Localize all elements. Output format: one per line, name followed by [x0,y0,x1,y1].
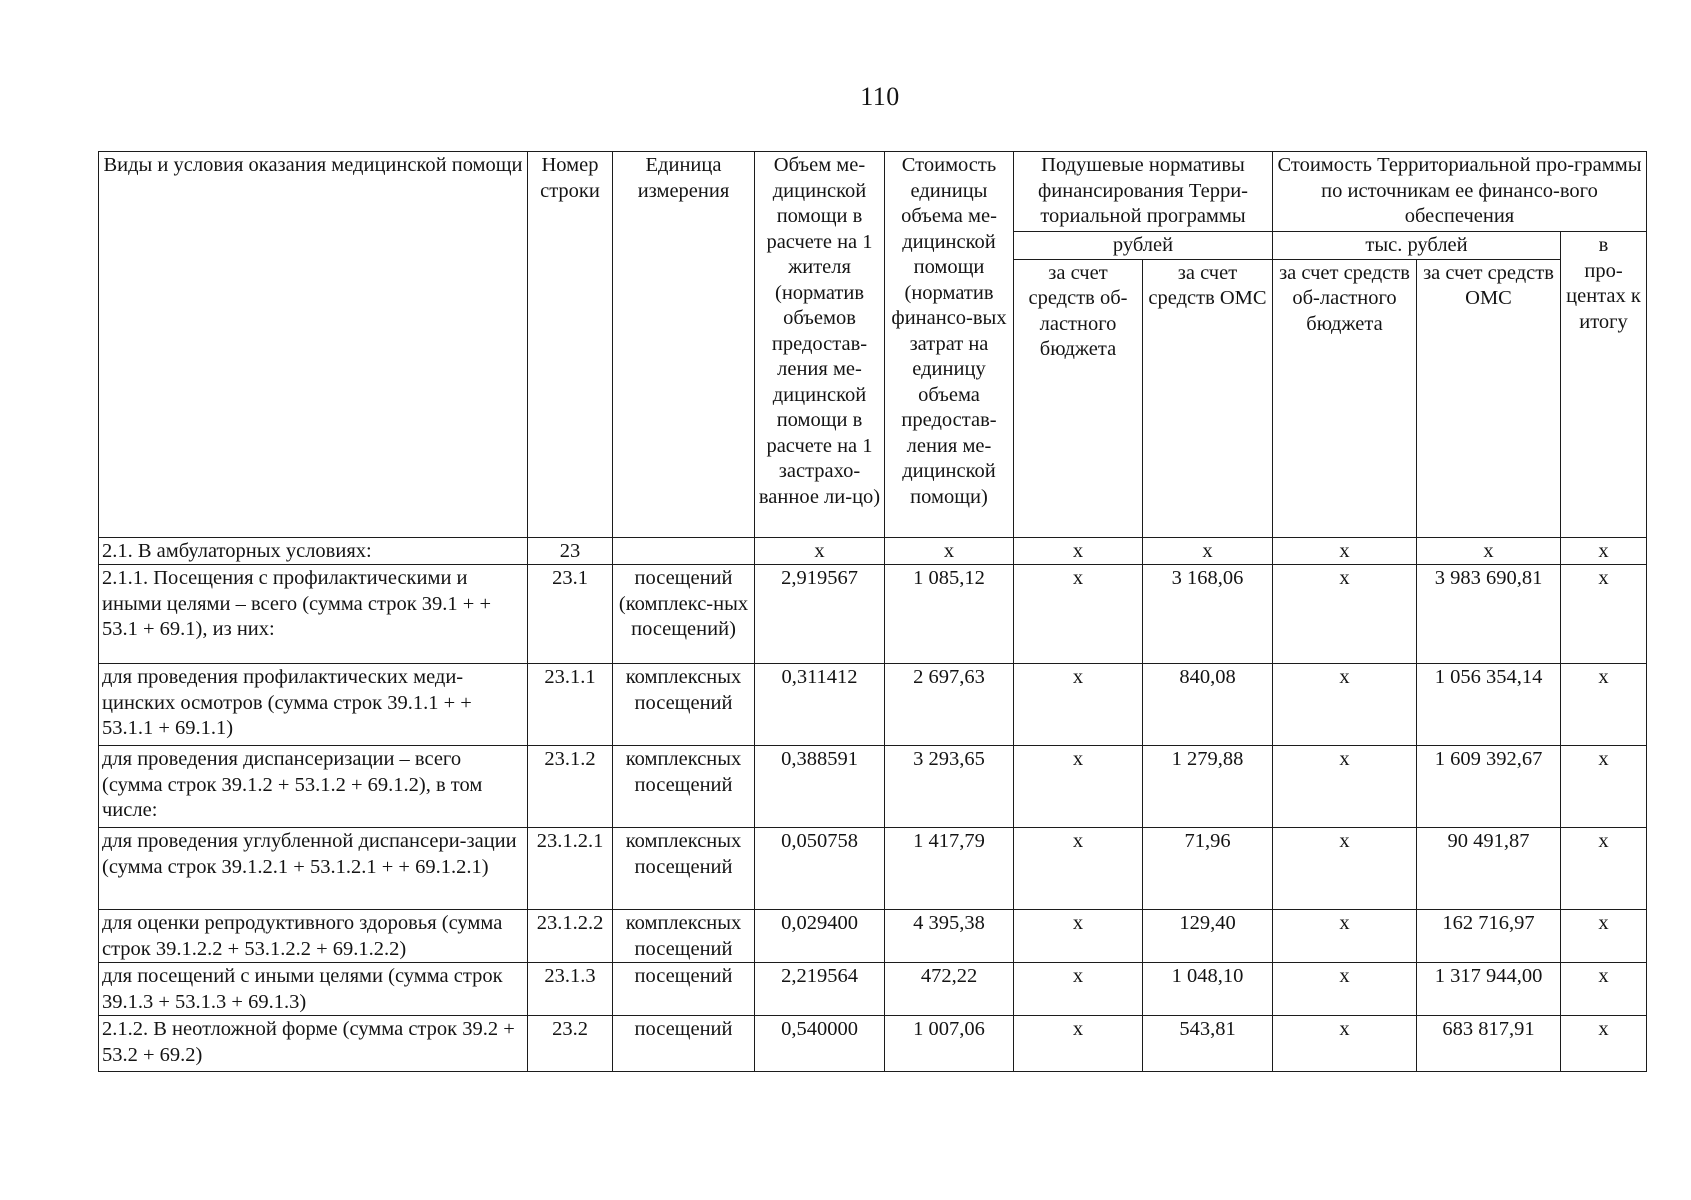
header-percent-top: в [1598,234,1609,256]
cell-per-capita-oms: 1 048,10 [1143,963,1273,1016]
header-percent-cell [1561,232,1647,538]
cell-volume: 0,029400 [755,910,885,963]
cell-unit: комплексных посещений [613,664,755,746]
table-row [99,963,1647,1016]
header-unit-cost: Стоимость единицы объема ме-дицинской помощи (норматив финансо-вых затрат на единицу объема предостав-ления ме-дицинской помощи) [885,152,1014,538]
cell-unit-cost: х [885,537,1014,565]
cell-per-capita-regional: х [1014,565,1143,664]
cell-percent: х [1561,565,1647,664]
cell-program-oms: 90 491,87 [1417,828,1561,910]
cell-program-regional: х [1273,963,1417,1016]
cell-volume: 2,219564 [755,963,885,1016]
cell-per-capita-oms: 129,40 [1143,910,1273,963]
header-program-cost-group: Стоимость Территориальной про-граммы по источникам ее финансо-вого обеспечения [1273,152,1647,232]
cell-percent: х [1561,746,1647,828]
cell-program-oms: х [1417,537,1561,565]
header-program-regional: за счет средств об-ластного бюджета [1273,259,1417,537]
cell-row-number: 23.1.1 [528,664,613,746]
cell-kind: для проведения профилактических меди-цинских осмотров (сумма строк 39.1.1 + + 53.1.1 + 69.1.1) [99,664,528,746]
cell-unit: посещений (комплекс-ных посещений) [613,565,755,664]
cell-program-regional: х [1273,664,1417,746]
table-row [99,537,1647,565]
cell-unit [613,537,755,565]
cell-volume: 0,050758 [755,828,885,910]
cell-unit-cost: 1 007,06 [885,1016,1014,1072]
table-row [99,828,1647,910]
header-per-capita-unit: рублей [1014,232,1273,260]
cell-row-number: 23.1.2.2 [528,910,613,963]
cell-per-capita-oms: 543,81 [1143,1016,1273,1072]
cell-per-capita-oms: х [1143,537,1273,565]
cell-per-capita-regional: х [1014,537,1143,565]
cell-per-capita-regional: х [1014,963,1143,1016]
cell-unit: посещений [613,1016,755,1072]
cell-unit-cost: 1 417,79 [885,828,1014,910]
cell-volume: 0,540000 [755,1016,885,1072]
header-program-oms: за счет средств ОМС [1417,259,1561,537]
cell-per-capita-regional: х [1014,828,1143,910]
header-per-capita-group: Подушевые нормативы финансирования Терри-ториальной программы [1014,152,1273,232]
cell-program-regional: х [1273,537,1417,565]
cell-per-capita-oms: 840,08 [1143,664,1273,746]
cell-row-number: 23.1 [528,565,613,664]
header-row-number: Номер строки [528,152,613,538]
cell-per-capita-regional: х [1014,1016,1143,1072]
cell-kind: 2.1.2. В неотложной форме (сумма строк 39.2 + 53.2 + 69.2) [99,1016,528,1072]
cell-kind: 2.1. В амбулаторных условиях: [99,537,528,565]
cell-row-number: 23.1.2.1 [528,828,613,910]
table-row [99,1016,1647,1072]
cell-program-oms: 1 317 944,00 [1417,963,1561,1016]
cell-row-number: 23.1.2 [528,746,613,828]
header-per-capita-oms: за счет средств ОМС [1143,259,1273,537]
cell-unit: посещений [613,963,755,1016]
cell-program-oms: 683 817,91 [1417,1016,1561,1072]
cell-kind: для посещений с иными целями (сумма строк 39.1.3 + 53.1.3 + 69.1.3) [99,963,528,1016]
cell-unit-cost: 1 085,12 [885,565,1014,664]
cell-percent: х [1561,1016,1647,1072]
table-row [99,910,1647,963]
cell-unit: комплексных посещений [613,828,755,910]
cell-program-regional: х [1273,1016,1417,1072]
cell-per-capita-oms: 71,96 [1143,828,1273,910]
cell-volume: 0,388591 [755,746,885,828]
cell-program-oms: 1 609 392,67 [1417,746,1561,828]
cell-program-regional: х [1273,910,1417,963]
cell-unit: комплексных посещений [613,910,755,963]
cell-kind: 2.1.1. Посещения с профилактическими и иными целями – всего (сумма строк 39.1 + + 53.1 + 69.1), из них: [99,565,528,664]
cell-volume: 2,919567 [755,565,885,664]
cell-kind: для проведения диспансеризации – всего (сумма строк 39.1.2 + 53.1.2 + 69.1.2), в том числе: [99,746,528,828]
cell-program-regional: х [1273,828,1417,910]
cell-program-oms: 3 983 690,81 [1417,565,1561,664]
cell-unit-cost: 3 293,65 [885,746,1014,828]
cell-unit-cost: 4 395,38 [885,910,1014,963]
header-percent: про-центах к итогу [1566,259,1641,333]
table-row [99,664,1647,746]
cell-kind: для проведения углубленной диспансери-зации (сумма строк 39.1.2.1 + 53.1.2.1 + + 69.1.2.1) [99,828,528,910]
cell-per-capita-oms: 3 168,06 [1143,565,1273,664]
table-row [99,746,1647,828]
header-volume: Объем ме-дицинской помощи в расчете на 1 жителя (норматив объемов предостав-ления ме-дицинской помощи в расчете на 1 застрахо-ванное ли-цо) [755,152,885,538]
cell-program-oms: 162 716,97 [1417,910,1561,963]
header-program-cost-unit: тыс. рублей [1273,232,1561,260]
cell-percent: х [1561,828,1647,910]
cell-row-number: 23.1.3 [528,963,613,1016]
cell-row-number: 23 [528,537,613,565]
cell-kind: для оценки репродуктивного здоровья (сумма строк 39.1.2.2 + 53.1.2.2 + 69.1.2.2) [99,910,528,963]
cell-percent: х [1561,910,1647,963]
cell-percent: х [1561,537,1647,565]
cell-per-capita-oms: 1 279,88 [1143,746,1273,828]
cell-program-oms: 1 056 354,14 [1417,664,1561,746]
header-unit: Единица измерения [613,152,755,538]
cell-unit-cost: 472,22 [885,963,1014,1016]
header-per-capita-regional: за счет средств об-ластного бюджета [1014,259,1143,537]
cell-unit: комплексных посещений [613,746,755,828]
header-row [99,152,1647,232]
cell-row-number: 23.2 [528,1016,613,1072]
cell-percent: х [1561,963,1647,1016]
page-number: 110 [860,82,900,111]
cell-volume: х [755,537,885,565]
cell-per-capita-regional: х [1014,910,1143,963]
cell-per-capita-regional: х [1014,746,1143,828]
table-row [99,565,1647,664]
cell-program-regional: х [1273,746,1417,828]
cell-per-capita-regional: х [1014,664,1143,746]
cell-volume: 0,311412 [755,664,885,746]
cell-unit-cost: 2 697,63 [885,664,1014,746]
cell-percent: х [1561,664,1647,746]
header-kind: Виды и условия оказания медицинской помощи [99,152,528,538]
cell-program-regional: х [1273,565,1417,664]
financing-table [98,151,1647,1072]
